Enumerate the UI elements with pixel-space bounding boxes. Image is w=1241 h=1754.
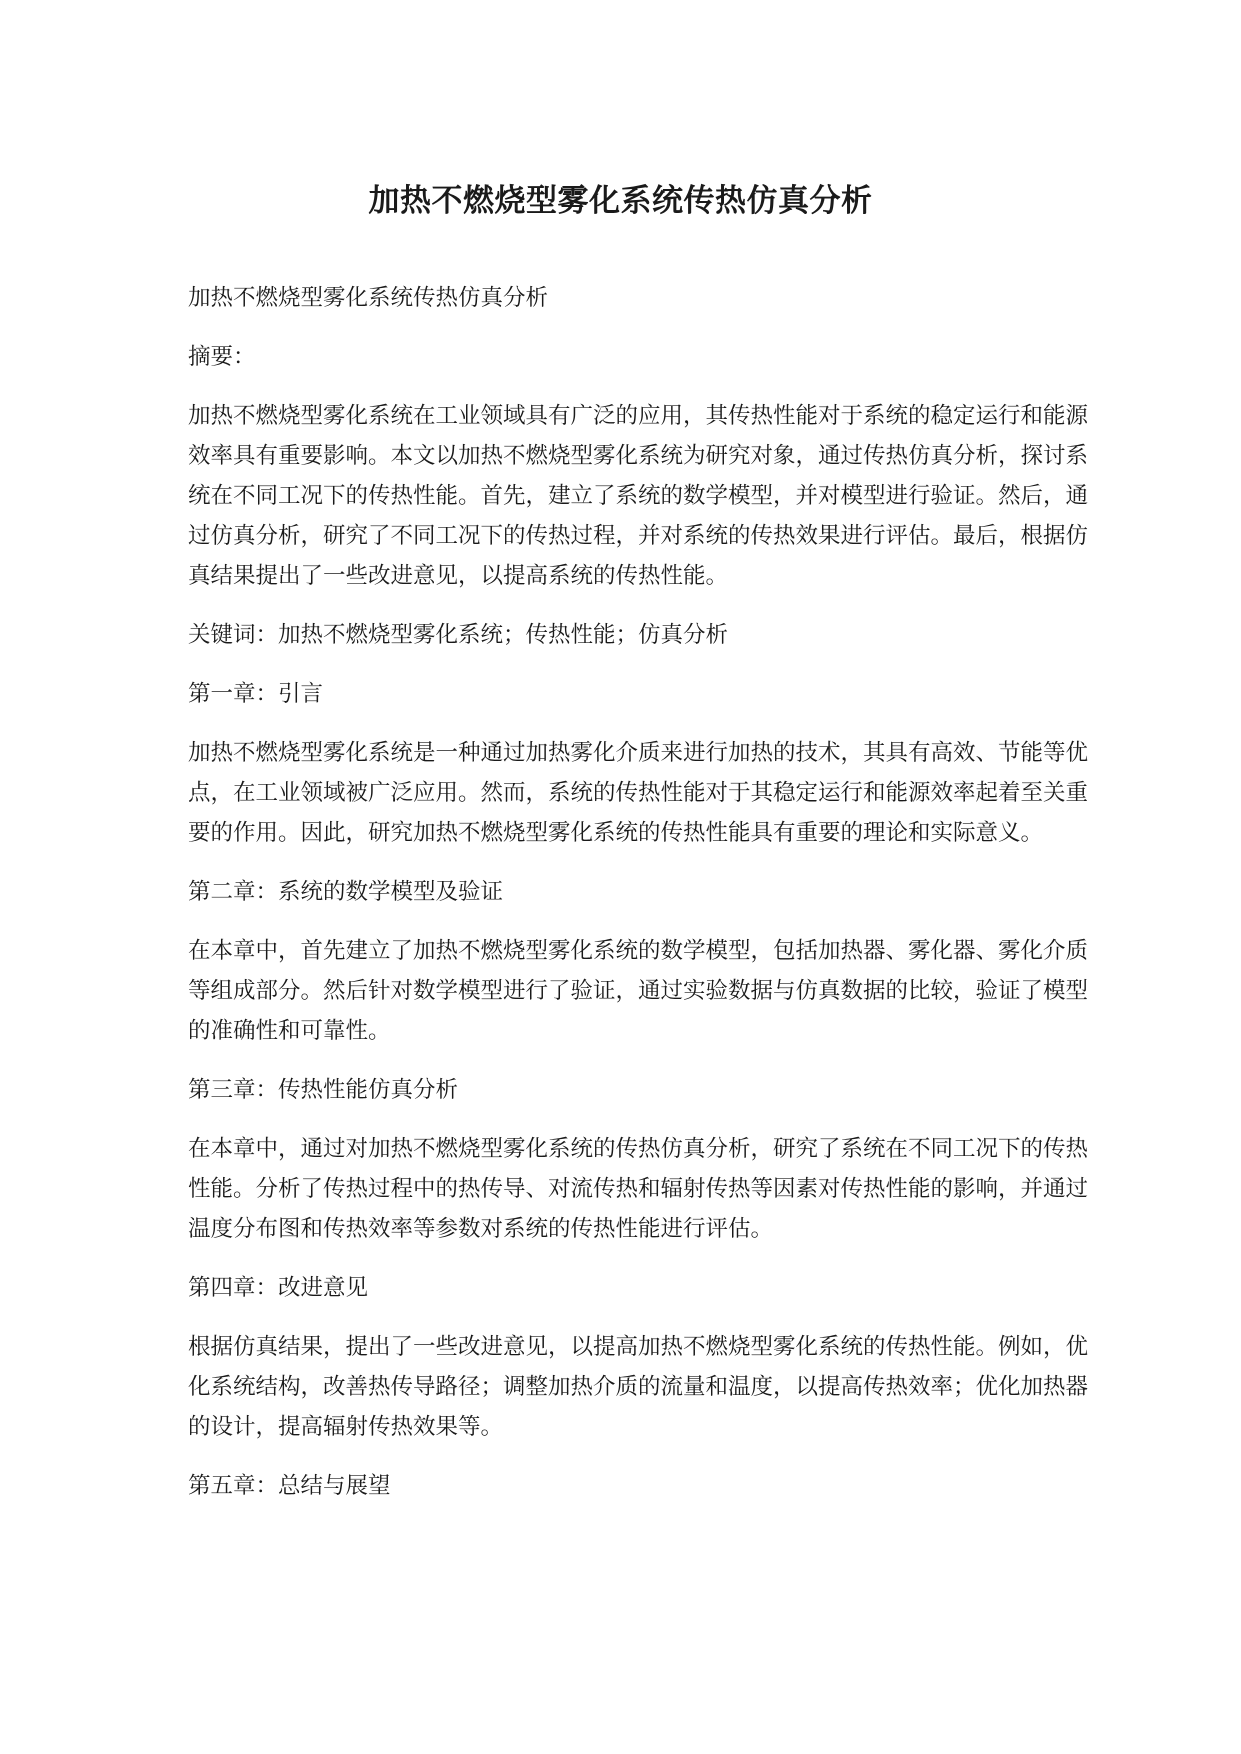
chapter-1-heading: 第一章：引言: [188, 681, 324, 707]
chapter-3-heading: 第三章：传热性能仿真分析: [188, 1077, 459, 1103]
document-title: 加热不燃烧型雾化系统传热仿真分析: [368, 183, 873, 219]
keywords-line: 关键词：加热不燃烧型雾化系统；传热性能；仿真分析: [188, 622, 729, 648]
chapter-4-heading: 第四章：改进意见: [188, 1275, 369, 1301]
chapter-3-text: 在本章中，通过对加热不燃烧型雾化系统的传热仿真分析，研究了系统在不同工况下的传热性能。分析了传热过程中的热传导、对流传热和辐射传热等因素对传热性能的影响，并通过温度分布图和传热效率等参数对系统的传热性能进行评估。: [188, 1136, 1089, 1242]
subtitle-line: 加热不燃烧型雾化系统传热仿真分析: [188, 285, 549, 311]
chapter-1-text: 加热不燃烧型雾化系统是一种通过加热雾化介质来进行加热的技术，其具有高效、节能等优点，在工业领域被广泛应用。然而，系统的传热性能对于其稳定运行和能源效率起着至关重要的作用。因此，研究加热不燃烧型雾化系统的传热性能具有重要的理论和实际意义。: [188, 740, 1089, 846]
abstract-text: 加热不燃烧型雾化系统在工业领域具有广泛的应用，其传热性能对于系统的稳定运行和能源效率具有重要影响。本文以加热不燃烧型雾化系统为研究对象，通过传热仿真分析，探讨系统在不同工况下的传热性能。首先，建立了系统的数学模型，并对模型进行验证。然后，通过仿真分析，研究了不同工况下的传热过程，并对系统的传热效果进行评估。最后，根据仿真结果提出了一些改进意见，以提高系统的传热性能。: [188, 403, 1089, 589]
chapter-5-heading: 第五章：总结与展望: [188, 1473, 391, 1499]
chapter-4-text: 根据仿真结果，提出了一些改进意见，以提高加热不燃烧型雾化系统的传热性能。例如，优化系统结构，改善热传导路径；调整加热介质的流量和温度，以提高传热效率；优化加热器的设计，提高辐射传热效果等。: [188, 1334, 1089, 1440]
document-body: [188, 278, 1088, 1525]
chapter-2-heading: 第二章：系统的数学模型及验证: [188, 879, 504, 905]
abstract-heading: 摘要：: [188, 344, 256, 370]
chapter-2-text: 在本章中，首先建立了加热不燃烧型雾化系统的数学模型，包括加热器、雾化器、雾化介质等组成部分。然后针对数学模型进行了验证，通过实验数据与仿真数据的比较，验证了模型的准确性和可靠性。: [188, 938, 1089, 1044]
